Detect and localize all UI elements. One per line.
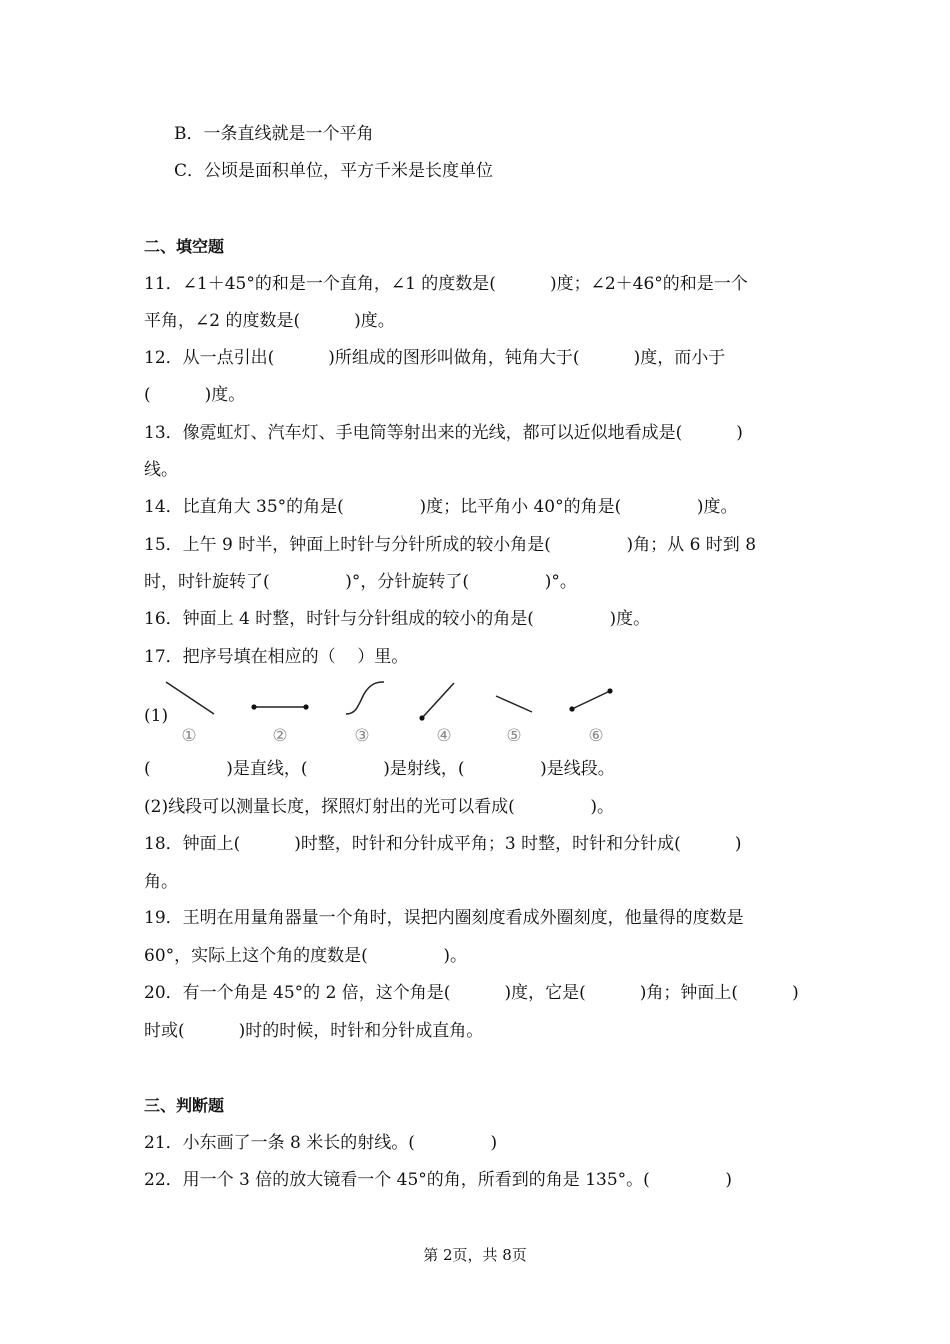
- question-line: ( )度。: [144, 385, 246, 405]
- question-line: 14．比直角大 35°的角是( )度；比平角小 40°的角是( )度。: [144, 497, 738, 517]
- figure-line-4: [422, 683, 454, 718]
- endpoint-dot: [419, 715, 424, 720]
- question-line: 线。: [144, 460, 178, 480]
- section-heading-fill: 二、填空题: [144, 237, 225, 256]
- figure-line-5: [496, 696, 532, 712]
- question-line: 19．王明在用量角器量一个角时，误把内圈刻度看成外圈刻度，他量得的度数是: [144, 908, 744, 928]
- figure-number: ②: [272, 726, 288, 746]
- section-heading-judge: 三、判断题: [144, 1096, 225, 1115]
- figure-number: ⑥: [588, 726, 604, 746]
- question-line: 时，时针旋转了( )°，分针旋转了( )°。: [144, 572, 577, 592]
- figure-line-1: [166, 682, 214, 714]
- figure-number: ⑤: [506, 726, 522, 746]
- page-footer: 第 2页，共 8页: [423, 1246, 527, 1264]
- endpoint-dot: [303, 704, 308, 709]
- question-line: 角。: [144, 872, 178, 892]
- question-line: 21．小东画了一条 8 米长的射线。( ): [144, 1133, 498, 1153]
- question-line: 17．把序号填在相应的（ ）里。: [144, 647, 409, 667]
- option-c: C．公顷是面积单位，平方千米是长度单位: [174, 161, 494, 181]
- figure-number: ④: [436, 726, 452, 746]
- question-line: 22．用一个 3 倍的放大镜看一个 45°的角，所看到的角是 135°。( ): [144, 1170, 733, 1190]
- figure-number: ①: [181, 726, 197, 746]
- question-line: 16．钟面上 4 时整，时针与分针组成的较小的角是( )度。: [144, 609, 651, 629]
- question-line: 12．从一点引出( )所组成的图形叫做角，钝角大于( )度，而小于: [144, 348, 726, 368]
- endpoint-dot: [251, 704, 256, 709]
- lines-figure: [144, 676, 624, 748]
- question-line: (2)线段可以测量长度，探照灯射出的光可以看成( )。: [144, 797, 614, 817]
- endpoint-dot: [569, 706, 574, 711]
- question-line: 11．∠1＋45°的和是一个直角，∠1 的度数是( )度；∠2＋46°的和是一个: [144, 274, 748, 294]
- question-line: 时或( )时的时候，时针和分针成直角。: [144, 1021, 484, 1041]
- lines-figure-svg: [144, 676, 624, 748]
- option-b: B．一条直线就是一个平角: [174, 124, 374, 144]
- question-line: 15．上午 9 时半，钟面上时针与分针所成的较小角是( )角；从 6 时到 8: [144, 535, 757, 555]
- question-line: 60°，实际上这个角的度数是( )。: [144, 946, 468, 966]
- endpoint-dot: [607, 688, 612, 693]
- question-line: 18．钟面上( )时整，时针和分针成平角；3 时整，时针和分针成( ): [144, 834, 742, 854]
- question-line: 平角，∠2 的度数是( )度。: [144, 311, 395, 331]
- question-line: 20．有一个角是 45°的 2 倍，这个角是( )度，它是( )角；钟面上( ): [144, 983, 799, 1003]
- question-line: 13．像霓虹灯、汽车灯、手电筒等射出来的光线，都可以近似地看成是( ): [144, 423, 743, 443]
- figure-number: ③: [354, 726, 370, 746]
- question-line: ( )是直线，( )是射线，( )是线段。: [144, 759, 615, 779]
- figure-label: (1): [144, 706, 169, 726]
- figure-line-3: [346, 682, 384, 714]
- figure-line-6: [572, 691, 610, 709]
